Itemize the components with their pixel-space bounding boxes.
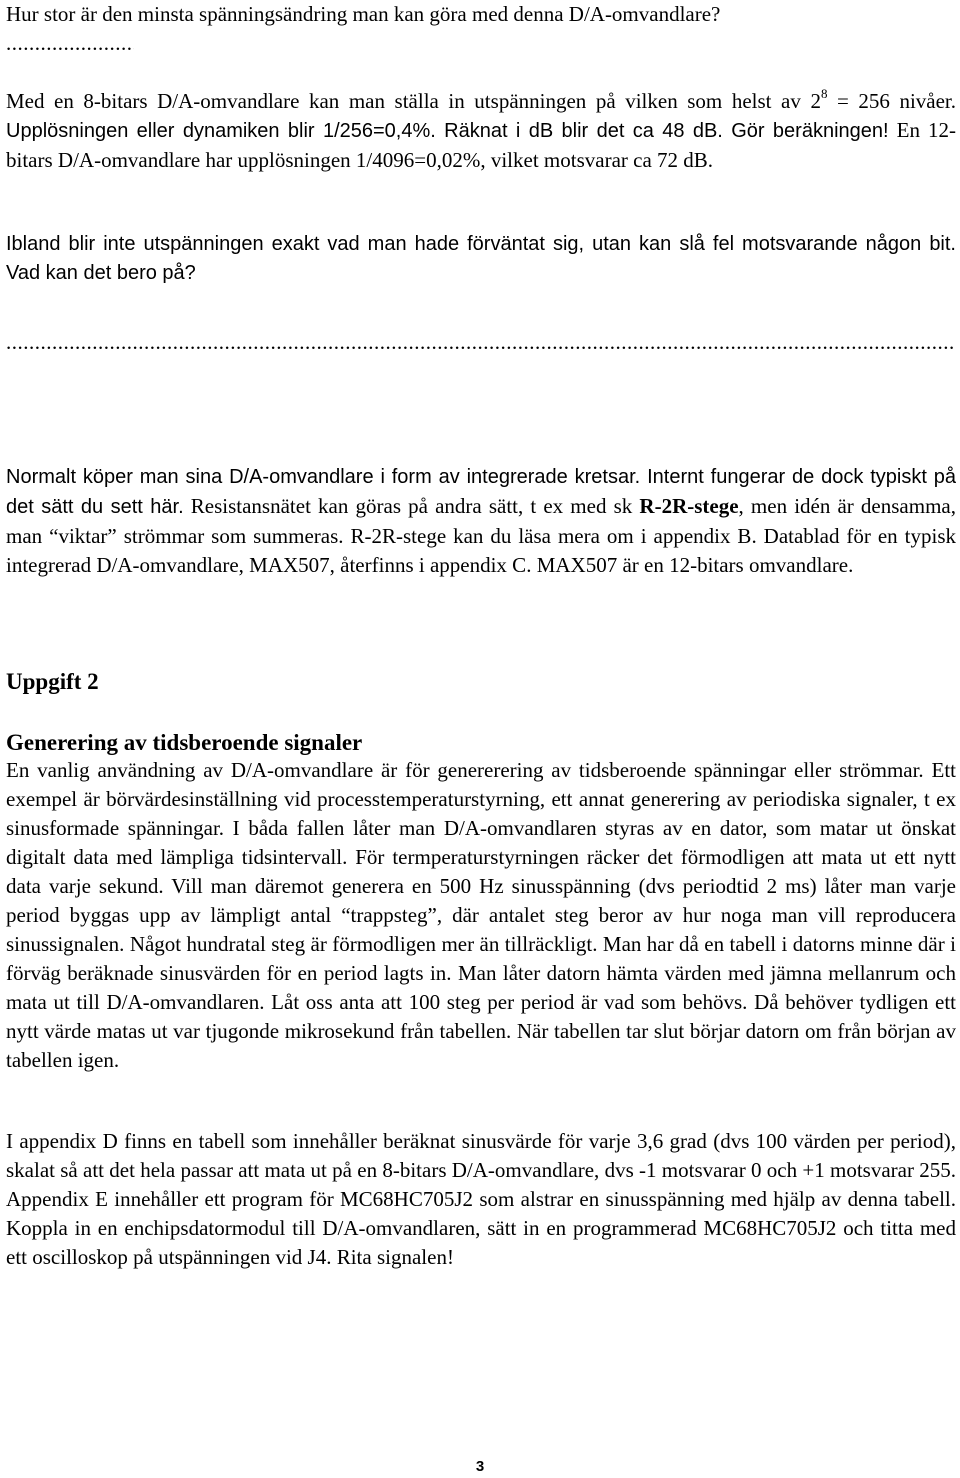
para-ic-serif1: Resistansnätet kan göras på andra sätt, t ex med sk [183, 494, 640, 518]
para-8bit-serif: En 12-bitars D/A-omvandlare har upplösningen 1/4096=0,02%, vilket motsvarar ca 72 dB. [6, 118, 956, 172]
question-1: Hur stor är den minsta spänningsändring man kan göra med denna D/A-omvandlare? [6, 2, 721, 26]
para-ic-serif2: , men idén är densamma, man “viktar” strömmar som summeras. R-2R-stege kan du läsa mera om i appendix B. Datablad för en typisk integrerad D/A-omvandlare, MAX507, återfinns i appendix C. MAX507 är en 12-bitars omvandlare. [6, 494, 956, 577]
para-ic-sans: Normalt köper man sina D/A-omvandlare i form av integrerade kretsar. Internt fungerar de dock typiskt på det sätt du sett här. [6, 466, 956, 518]
paragraph-appendix: I appendix D finns en tabell som innehåller beräknat sinusvärde för varje 3,6 grad (dvs 100 värden per period), skalat så att det hela passar att mata ut på en 8-bitars D/A-omvandlare, dvs -1 motsvarar 0 och +1 motsvarar 255. Appendix E innehåller ett program för MC68HC705J2 som alstrar en sinusspänning med hjälp av denna tabell. Koppla in en enchipsdatormodul till D/A-omvandlaren, sätt in en programmerad MC68HC705J2 och titta med ett oscilloskop på utspänningen vid J4. Rita signalen! [6, 1129, 956, 1269]
r2r-term: R-2R-stege [639, 494, 739, 518]
heading-task: Uppgift 2 [6, 669, 99, 694]
para-8bit-line1: Med en 8-bitars D/A-omvandlare kan man ställa in utspänningen på vilken som helst av [6, 89, 801, 113]
heading-section: Generering av tidsberoende signaler [6, 730, 363, 755]
question-2: Ibland blir inte utspänningen exakt vad man hade förväntat sig, utan kan slå fel motsvarande någon bit. Vad kan det bero på? [6, 233, 956, 284]
power-base: 2 [810, 89, 821, 113]
answer-line-1 [6, 29, 134, 58]
paragraph-ic [6, 462, 956, 580]
page-number: 3 [475, 1458, 485, 1475]
paragraph-8bit [6, 87, 956, 175]
paragraph-generation: En vanlig användning av D/A-omvandlare är för genererering av tidsberoende spänningar eller strömmar. Ett exempel är börvärdesinställning vid processtemperaturstyrning, ett annat generering av periodiska signaler, t ex sinusformade spänningar. I båda fallen låter man D/A-omvandlaren styras av en dator, som matar ut önskat digitalt data med lämpliga tidsintervall. För termperaturstyrningen räcker det förmodligen att mata ut ett nytt data varje sekund. Vill man däremot generera en 500 Hz sinusspänning (dvs periodtid 2 ms) låter man varje period byggas upp av lämpligt antal “trappsteg”, där antalet steg beror av hur noga man vill reproducera sinussignalen. Något hundratal steg är förmodligen mer än tillräckligt. Man har då en tabell i datorns minne där i förväg beräknade sinusvärden för en period lagts in. Man låter datorn hämta värden med jämna mellanrum och mata ut till D/A-omvandlaren. Låt oss anta att 100 steg per period är vad som behövs. Då behöver tydligen ett nytt värde matas ut var tjugonde mikrosekund från tabellen. När tabellen tar slut börjar datorn om från början av tabellen igen. [6, 758, 956, 1072]
power-exponent: 8 [820, 86, 828, 101]
power-rest: = 256 nivåer. [827, 89, 957, 113]
para-8bit-sans: Upplösningen eller dynamiken blir 1/256=0,4%. Räknat i dB blir det ca 48 dB. Gör beräkningen! [6, 120, 889, 142]
answer-line-2 [6, 328, 954, 357]
